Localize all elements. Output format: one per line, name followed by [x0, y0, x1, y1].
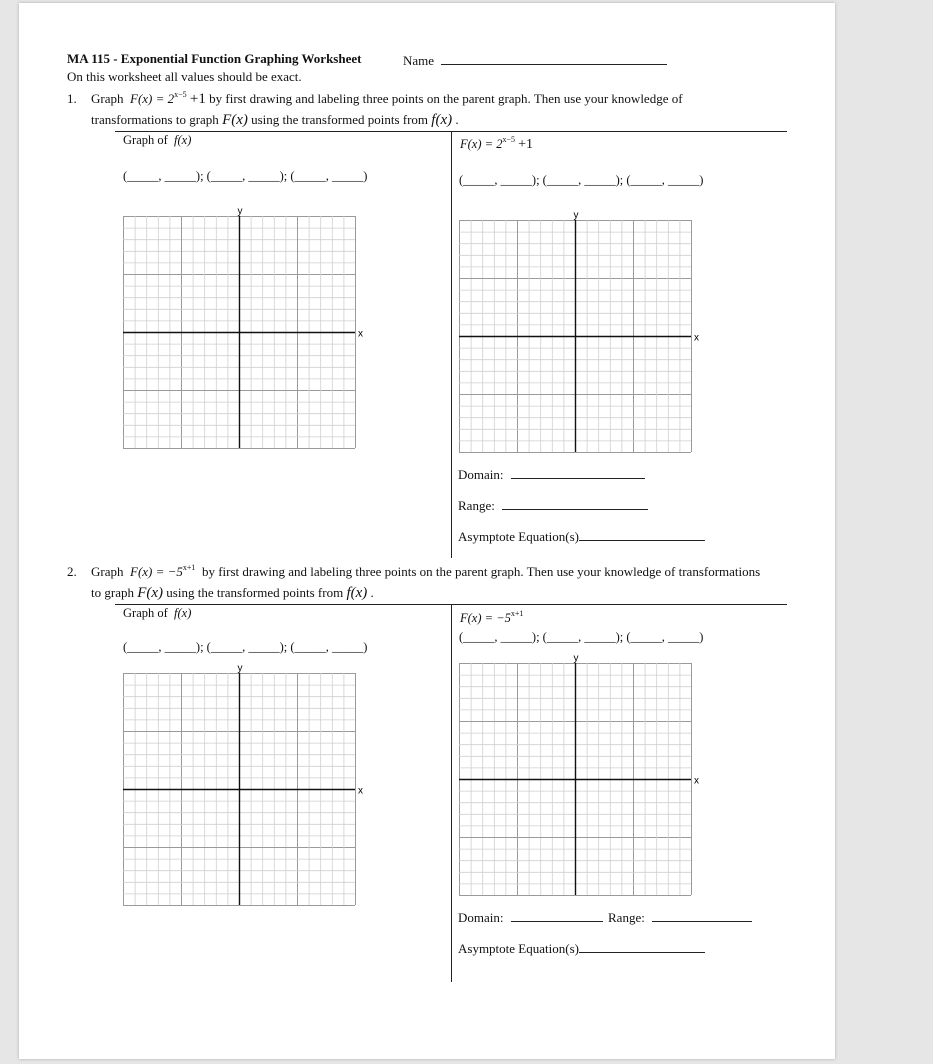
y-axis-label: y — [573, 210, 579, 221]
worksheet-title: MA 115 - Exponential Function Graphing Worksheet — [67, 51, 362, 66]
problem-2-number: 2. — [67, 564, 77, 579]
problem-1-left-heading: Graph of f(x) — [123, 133, 192, 147]
problem-1-number: 1. — [67, 91, 77, 106]
problem-2-left-points[interactable]: (_____, _____); (_____, _____); (_____, _____) — [123, 640, 368, 654]
worksheet-subtitle: On this worksheet all values should be exact. — [67, 69, 302, 84]
problem-1-line-2: transformations to graph F(x) using the transformed points from f(x) . — [91, 112, 459, 128]
name-blank[interactable] — [441, 51, 667, 65]
problem-1-transformed-grid[interactable] — [459, 210, 699, 452]
y-axis-label: y — [237, 206, 243, 217]
problem-2-column-divider — [451, 604, 452, 982]
problem-2-right-heading: $F(x) = -5^{x+1}$ — [460, 609, 524, 625]
problem-2-parent-grid[interactable] — [123, 663, 363, 905]
problem-2-line-2: to graph F(x) using the transformed points from f(x) . — [91, 585, 374, 601]
x-axis-label: x — [358, 328, 363, 340]
name-label: Name — [403, 53, 435, 68]
problem-1-line-1: Graph $F(x) = 2^{x-5} +1$ by first drawing and labeling three points on the parent graph. Then use your knowledge of — [91, 90, 683, 107]
problem-1-parent-grid[interactable] — [123, 206, 363, 448]
problem-1-right-heading: $F(x) = 2^{x-5} +1$ — [460, 135, 533, 152]
problem-1-column-divider — [451, 131, 452, 558]
x-axis-label: x — [694, 775, 699, 787]
problem-1-asymptote[interactable]: Asymptote Equation(s) — [458, 528, 705, 545]
problem-1-domain[interactable]: Domain: — [458, 466, 645, 483]
worksheet-page — [19, 3, 835, 1059]
y-axis-label: y — [237, 663, 243, 674]
x-axis-label: x — [694, 332, 699, 344]
problem-1-range[interactable]: Range: — [458, 497, 648, 514]
problem-1-right-points[interactable]: (_____, _____); (_____, _____); (_____, _____) — [459, 173, 704, 187]
problem-2-left-heading: Graph of f(x) — [123, 606, 192, 620]
problem-2-domain-range[interactable]: Domain: Range: — [458, 909, 752, 926]
problem-2-right-points[interactable]: (_____, _____); (_____, _____); (_____, _____) — [459, 630, 704, 644]
problem-1-left-points[interactable]: (_____, _____); (_____, _____); (_____, _____) — [123, 169, 368, 183]
x-axis-label: x — [358, 785, 363, 797]
problem-2-line-1: Graph $F(x) = -5^{x+1}$ by first drawing and labeling three points on the parent graph. Then use your knowledge of transformations — [91, 563, 761, 579]
problem-2-transformed-grid[interactable] — [459, 653, 699, 895]
problem-2-asymptote[interactable]: Asymptote Equation(s) — [458, 940, 705, 957]
problem-1-function: F(x) = 2 — [130, 91, 175, 106]
name-field[interactable] — [403, 51, 667, 69]
problem-2-function: F(x) = −5 — [130, 564, 183, 579]
y-axis-label: y — [573, 653, 579, 664]
